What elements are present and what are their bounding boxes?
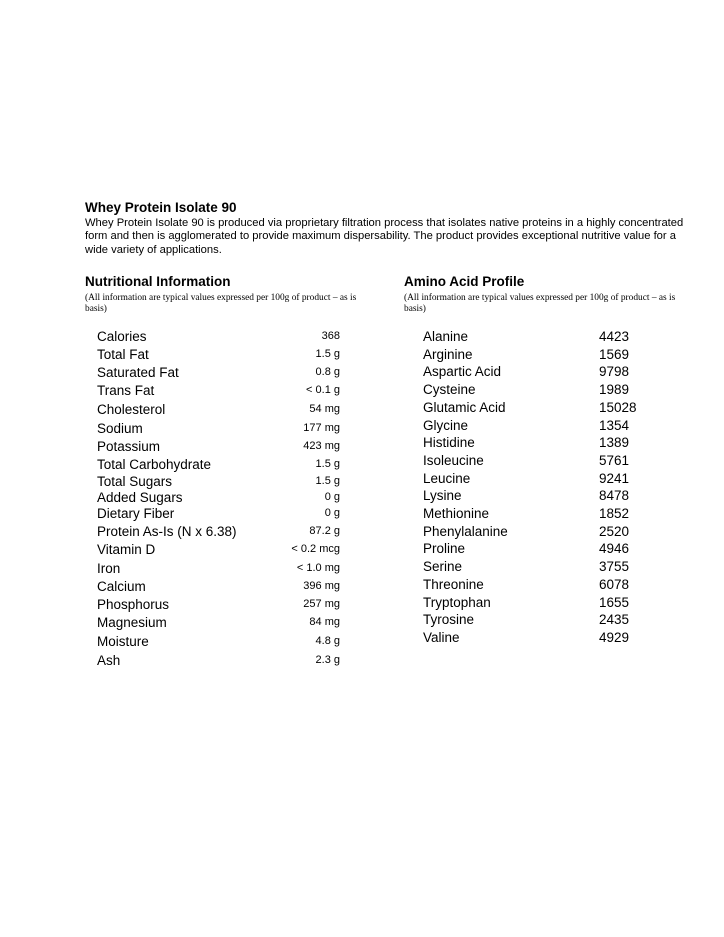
amino-row-label: Histidine bbox=[423, 435, 475, 451]
amino-row bbox=[404, 541, 694, 559]
amino-row bbox=[404, 382, 694, 400]
amino-row-label: Lysine bbox=[423, 488, 462, 504]
amino-row bbox=[404, 471, 694, 489]
amino-row-value: 3755 bbox=[599, 559, 630, 575]
nutrition-row bbox=[85, 365, 375, 383]
nutrition-row-value: 1.5 g bbox=[315, 475, 340, 487]
amino-row-label: Threonine bbox=[423, 576, 484, 592]
nutrition-row-value: 2.3 g bbox=[315, 654, 340, 666]
amino-row-value: 1655 bbox=[599, 594, 630, 610]
amino-row bbox=[404, 364, 694, 382]
amino-row bbox=[404, 418, 694, 436]
amino-row-label: Tyrosine bbox=[423, 612, 475, 628]
nutrition-row-value: 368 bbox=[321, 330, 340, 342]
nutrition-row-label: Dietary Fiber bbox=[97, 506, 175, 521]
amino-row-label: Proline bbox=[423, 541, 466, 557]
amino-row bbox=[404, 400, 694, 418]
amino-row-label: Arginine bbox=[423, 346, 473, 362]
nutrition-row-value: 84 mg bbox=[309, 616, 340, 628]
nutrition-row bbox=[85, 597, 375, 615]
amino-row-value: 1389 bbox=[599, 435, 630, 451]
nutrition-row bbox=[85, 457, 375, 475]
amino-row-label: Serine bbox=[423, 559, 463, 575]
amino-row bbox=[404, 612, 694, 630]
amino-row-label: Phenylalanine bbox=[423, 523, 508, 539]
nutrition-row-value: 0 g bbox=[324, 491, 340, 503]
nutrition-row bbox=[85, 542, 375, 560]
amino-note: (All information are typical values expressed per 100g of product – as is basis) bbox=[404, 293, 676, 314]
amino-row-label: Glutamic Acid bbox=[423, 399, 506, 415]
amino-row-value: 4929 bbox=[599, 629, 630, 645]
nutrition-row-value: 396 mg bbox=[303, 580, 340, 592]
document-title: Whey Protein Isolate 90 bbox=[85, 200, 237, 215]
amino-row-label: Alanine bbox=[423, 329, 469, 344]
amino-section bbox=[404, 274, 694, 314]
nutrition-row-value: 1.5 g bbox=[315, 458, 340, 470]
amino-row-value: 2435 bbox=[599, 612, 630, 628]
amino-row-label: Isoleucine bbox=[423, 452, 484, 468]
amino-row-label: Cysteine bbox=[423, 382, 476, 398]
amino-heading: Amino Acid Profile bbox=[404, 274, 525, 289]
nutrition-row-label: Magnesium bbox=[97, 615, 167, 630]
product-description: Whey Protein Isolate 90 is produced via proprietary filtration process that isolates native proteins in a highly concentrated form and then is agglomerated to provide maximum dispersability. The product provides exceptional nutritive value for a wide variety of applications. bbox=[85, 217, 684, 256]
nutrition-row-label: Protein As-Is (N x 6.38) bbox=[97, 524, 237, 539]
nutrition-row-label: Trans Fat bbox=[97, 383, 155, 398]
nutrition-row-label: Saturated Fat bbox=[97, 365, 179, 380]
amino-row-label: Glycine bbox=[423, 417, 469, 433]
nutrition-row-value: 87.2 g bbox=[309, 525, 340, 537]
amino-row bbox=[404, 453, 694, 471]
nutrition-row bbox=[85, 421, 375, 439]
nutrition-row bbox=[85, 329, 375, 347]
nutrition-row-label: Calcium bbox=[97, 579, 146, 594]
nutrition-row-label: Total Carbohydrate bbox=[97, 457, 212, 472]
nutrition-row-value: 0 g bbox=[324, 507, 340, 519]
nutrition-row-label: Phosphorus bbox=[97, 597, 170, 612]
amino-row bbox=[404, 506, 694, 524]
nutrition-row bbox=[85, 653, 375, 671]
nutrition-row bbox=[85, 561, 375, 579]
nutrition-row-value: 54 mg bbox=[309, 403, 340, 415]
nutrition-row-value: 1.5 g bbox=[315, 348, 340, 360]
amino-row-label: Valine bbox=[423, 629, 460, 645]
amino-row bbox=[404, 435, 694, 453]
amino-row-value: 8478 bbox=[599, 488, 630, 504]
nutrition-row-value: 423 mg bbox=[303, 440, 340, 452]
nutrition-row-label: Total Fat bbox=[97, 347, 149, 362]
nutrition-note: (All information are typical values expressed per 100g of product – as is basis) bbox=[85, 293, 357, 314]
amino-row-value: 4946 bbox=[599, 541, 630, 557]
nutrition-row-label: Vitamin D bbox=[97, 542, 156, 557]
amino-row-label: Leucine bbox=[423, 470, 471, 486]
nutrition-row-value: < 0.1 g bbox=[306, 384, 340, 396]
amino-row bbox=[404, 577, 694, 595]
amino-row-value: 15028 bbox=[599, 399, 637, 415]
nutrition-row-label: Sodium bbox=[97, 421, 143, 436]
amino-row bbox=[404, 347, 694, 365]
amino-row bbox=[404, 595, 694, 613]
nutrition-row bbox=[85, 383, 375, 401]
nutrition-row bbox=[85, 524, 375, 542]
amino-row-value: 5761 bbox=[599, 452, 630, 468]
nutrition-row-value: 257 mg bbox=[303, 598, 340, 610]
amino-row-value: 9798 bbox=[599, 364, 630, 380]
amino-row-value: 1852 bbox=[599, 506, 630, 521]
amino-row bbox=[404, 559, 694, 577]
nutrition-row-value: < 0.2 mcg bbox=[291, 543, 340, 555]
amino-row bbox=[404, 488, 694, 506]
amino-row bbox=[404, 630, 694, 648]
nutrition-row bbox=[85, 402, 375, 420]
amino-row-value: 9241 bbox=[599, 470, 630, 486]
nutrition-row-label: Total Sugars bbox=[97, 474, 173, 489]
nutrition-section bbox=[85, 274, 375, 314]
nutrition-row-value: 177 mg bbox=[303, 422, 340, 434]
nutrition-row-value: 0.8 g bbox=[315, 366, 340, 378]
amino-row-value: 1354 bbox=[599, 417, 630, 433]
nutrition-heading: Nutritional Information bbox=[85, 274, 231, 289]
nutrition-row bbox=[85, 615, 375, 633]
amino-row-label: Methionine bbox=[423, 506, 490, 521]
nutrition-row-label: Potassium bbox=[97, 439, 161, 454]
nutrition-row-value: 4.8 g bbox=[315, 635, 340, 647]
amino-row-value: 4423 bbox=[599, 329, 630, 344]
nutrition-row bbox=[85, 506, 375, 524]
nutrition-row bbox=[85, 439, 375, 457]
nutrition-row-label: Iron bbox=[97, 561, 121, 576]
amino-row-value: 1989 bbox=[599, 382, 630, 398]
amino-row-value: 1569 bbox=[599, 346, 630, 362]
amino-row bbox=[404, 524, 694, 542]
nutrition-row bbox=[85, 634, 375, 652]
nutrition-row-label: Ash bbox=[97, 653, 121, 668]
nutrition-row-label: Moisture bbox=[97, 634, 149, 649]
nutrition-row bbox=[85, 579, 375, 597]
amino-row bbox=[404, 329, 694, 347]
nutrition-row-value: < 1.0 mg bbox=[296, 562, 340, 574]
nutrition-row bbox=[85, 347, 375, 365]
amino-row-value: 6078 bbox=[599, 576, 630, 592]
nutrition-row-label: Added Sugars bbox=[97, 490, 183, 505]
nutrition-row-label: Cholesterol bbox=[97, 402, 166, 417]
amino-row-label: Aspartic Acid bbox=[423, 364, 502, 380]
nutrition-row-label: Calories bbox=[97, 329, 147, 344]
amino-row-value: 2520 bbox=[599, 523, 630, 539]
amino-row-label: Tryptophan bbox=[423, 594, 491, 610]
